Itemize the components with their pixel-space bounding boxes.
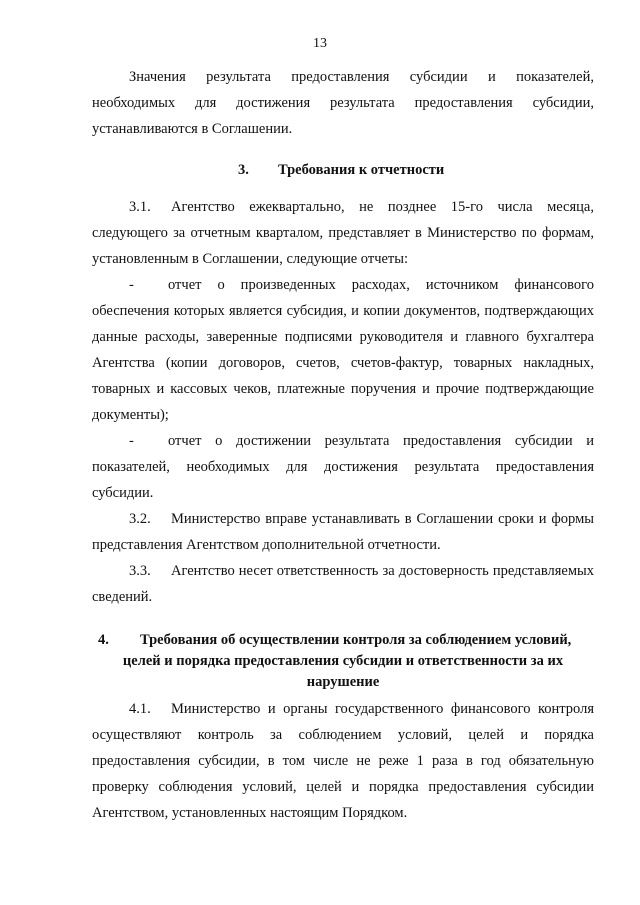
paragraph-4-1-number: 4.1. (129, 701, 151, 717)
section-4-heading (92, 630, 594, 693)
intro-paragraph (92, 64, 594, 142)
paragraph-3-2-text: Министерство вправе устанавливать в Соглашении сроки и формы представления Агентством дополнительной отчетности. (92, 511, 594, 553)
bullet-marker: - (129, 277, 134, 293)
paragraph-3-2-number: 3.2. (129, 511, 151, 527)
bullet-text: отчет о достижении результата предоставления субсидии и показателей, необходимых для достижения результата предоставления субсидии. (92, 433, 594, 501)
page-number: 13 (313, 36, 327, 51)
section-3-heading (238, 162, 444, 179)
section-4-title-first-line: Требования об осуществлении контроля за соблюдением условий, (140, 632, 572, 648)
section-4-number: 4. (98, 632, 109, 648)
bullet-item-expenses-report (92, 272, 594, 428)
paragraph-3-3 (92, 558, 594, 610)
section-4-title-line1 (92, 630, 594, 651)
paragraph-4-1-text: Министерство и органы государственного финансового контроля осуществляют контроль за соблюдением условий, целей и порядка предоставления субсидии, в том числе не реже 1 раза в год обязательную проверку соблюдения условий, целей и порядка предоставления субсидии Агентством, установленных настоящим Порядком. (92, 701, 594, 821)
section-3-number: 3. (238, 162, 249, 178)
section-4-title-rest: целей и порядка предоставления субсидии и ответственности за их нарушение (122, 653, 564, 690)
paragraph-3-3-number: 3.3. (129, 563, 151, 579)
intro-text: Значения результата предоставления субсидии и показателей, необходимых для достижения результата предоставления субсидии, устанавливаются в Соглашении. (92, 69, 594, 137)
bullet-marker: - (129, 433, 134, 449)
paragraph-3-3-text: Агентство несет ответственность за достоверность представляемых сведений. (92, 563, 594, 605)
paragraph-3-1 (92, 194, 594, 272)
paragraph-3-1-number: 3.1. (129, 199, 151, 215)
paragraph-4-1 (92, 696, 594, 826)
bullet-text: отчет о произведенных расходах, источником финансового обеспечения которых является субсидия, и копии документов, подтверждающих данные расходы, заверенные подписями руководителя и главного бухгалтера Агентства (копии договоров, счетов, счетов-фактур, товарных накладных, товарных и кассовых чеков, платежные поручения и прочие подтверждающие документы); (92, 277, 594, 423)
paragraph-3-2 (92, 506, 594, 558)
bullet-item-result-report (92, 428, 594, 506)
section-3-title: Требования к отчетности (278, 162, 445, 178)
paragraph-3-1-text: Агентство ежеквартально, не позднее 15-го числа месяца, следующего за отчетным кварталом, представляет в Министерство по формам, установленным в Соглашении, следующие отчеты: (92, 199, 594, 267)
